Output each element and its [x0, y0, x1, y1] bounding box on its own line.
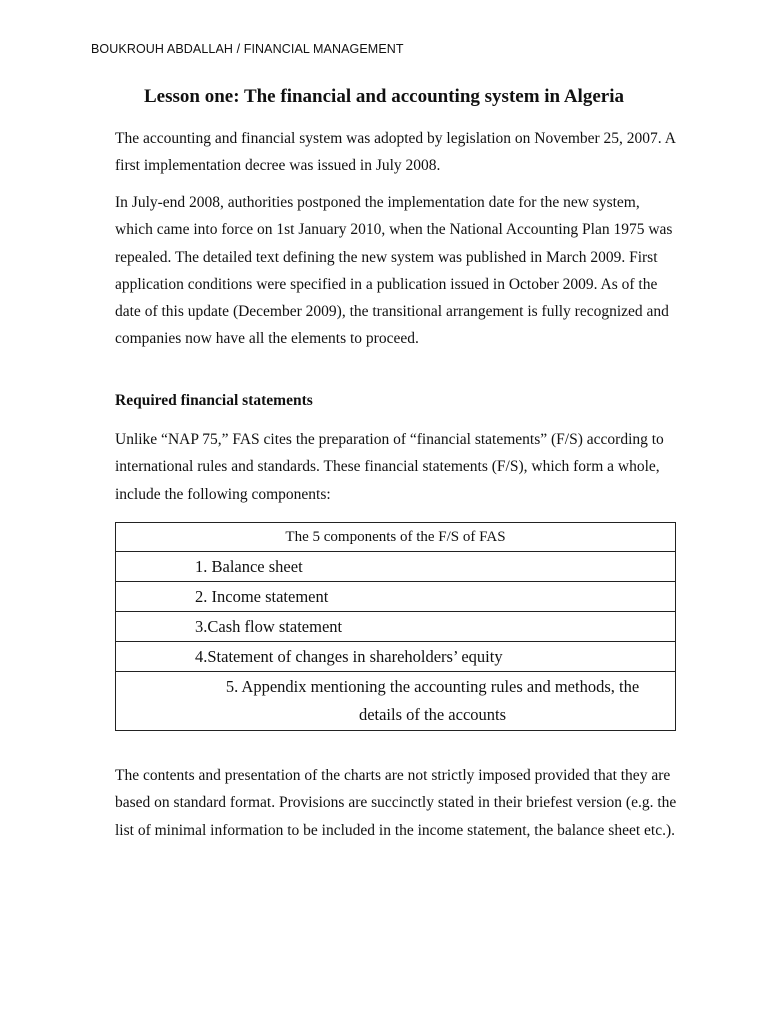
paragraph-adoption: The accounting and financial system was adopted by legislation on November 25, 2007. A first implementation decree was issued in July 2008.: [115, 130, 676, 175]
table-row: [116, 672, 676, 731]
paragraph-implementation: In July-end 2008, authorities postponed the implementation date for the new system, which came into force on 1st January 2010, when the National Accounting Plan 1975 was repealed. The detailed text defining the new system was published in March 2009. First application conditions were specified in a publication issued in October 2009. As of the date of this update (December 2009), the transitional arrangement is fully recognized and companies now have all the elements to proceed.: [115, 194, 673, 348]
table-header-row: [116, 523, 676, 552]
table-row: [116, 612, 676, 642]
paragraph-contents-presentation: The contents and presentation of the charts are not strictly imposed provided that they are based on standard format. Provisions are succinctly stated in their briefest version (e.g. the list of minimal information to be included in the income statement, the balance sheet etc.).: [115, 767, 677, 839]
paragraph-financial-statements: Unlike “NAP 75,” FAS cites the preparation of “financial statements” (F/S) according to international rules and standards. These financial statements (F/S), which form a whole, include the following components:: [115, 431, 664, 503]
table-row: [116, 552, 676, 582]
table-cell: 1. Balance sheet: [116, 552, 676, 582]
table-cell: 4.Statement of changes in shareholders’ equity: [116, 642, 676, 672]
table-caption: The 5 components of the F/S of FAS: [116, 523, 676, 552]
page-header: BOUKROUH ABDALLAH / FINANCIAL MANAGEMENT: [91, 42, 404, 56]
table-row: [116, 642, 676, 672]
table-row: [116, 582, 676, 612]
lesson-title: Lesson one: The financial and accounting system in Algeria: [144, 86, 624, 107]
table-cell: 2. Income statement: [116, 582, 676, 612]
components-table: [115, 522, 676, 731]
section-heading: Required financial statements: [115, 392, 313, 409]
table-cell: 3.Cash flow statement: [116, 612, 676, 642]
table-cell: 5. Appendix mentioning the accounting rules and methods, the details of the accounts: [116, 672, 676, 731]
